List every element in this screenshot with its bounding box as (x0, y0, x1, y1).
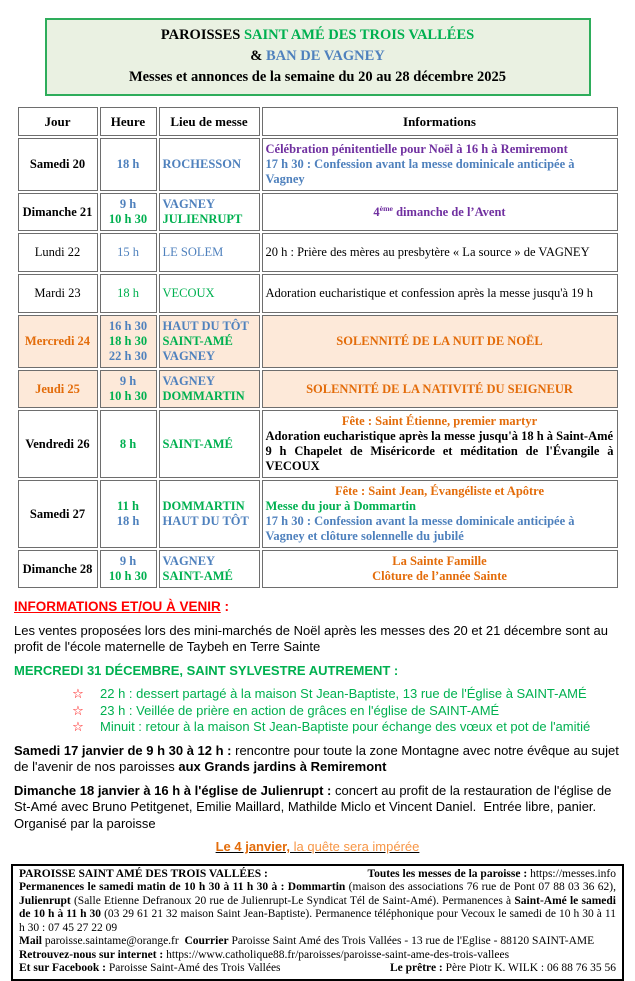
star-list-item (56, 686, 621, 703)
day-cell (18, 550, 98, 588)
footer-left (19, 868, 268, 882)
day-label: Mercredi 24 (24, 334, 91, 348)
place-line (163, 212, 256, 227)
footer-text: Courrier (184, 935, 229, 947)
place-cell (159, 274, 260, 313)
place-label: VAGNEY (162, 374, 216, 388)
info-text: ème (379, 203, 393, 213)
info-line (266, 382, 614, 397)
day-label: Vendredi 26 (25, 436, 90, 451)
footer-text: Julienrupt (19, 894, 71, 907)
time-label: 18 h (117, 286, 139, 300)
info-line (266, 334, 614, 349)
star-list-item (56, 703, 621, 720)
time-cell (100, 193, 157, 231)
time-cell (100, 233, 157, 272)
time-label: 11 h (117, 499, 139, 513)
place-cell (159, 370, 260, 408)
info-line (266, 429, 614, 444)
place-line (163, 569, 256, 584)
time-cell (100, 315, 157, 368)
paragraph-text: Dimanche 18 janvier à 16 h à l'église de Julienrupt : (14, 782, 332, 798)
place-line (163, 514, 256, 529)
time-line (104, 499, 153, 514)
footer-text: Toutes les messes de la paroisse : (367, 867, 528, 880)
star-list (14, 686, 621, 736)
quete-notice (216, 839, 420, 854)
info-text: Célébration pénitentielle pour Noël à 16 h à Remiremont (265, 142, 568, 156)
star-icon: ☆ (72, 686, 84, 701)
table-header-row (18, 107, 618, 136)
table-row (18, 410, 618, 478)
place-label: VAGNEY (162, 197, 216, 211)
info-text: Fête : Saint Jean, Évangéliste et Apôtre (334, 484, 545, 498)
place-line (163, 437, 256, 452)
announcement-paragraph (14, 783, 621, 833)
place-label: HAUT DU TÔT (162, 514, 249, 528)
footer-text: PAROISSE SAINT AMÉ DES TROIS VALLÉES : (19, 867, 268, 880)
table-row (18, 193, 618, 231)
paragraph-text: Les ventes proposées lors des mini-marchés de Noël après les messes des 20 et 21 décembre sont au profit de l'école maternelle de Taybeh en Terre Sainte (14, 622, 608, 654)
footer-text: Et sur Facebook : (19, 962, 106, 974)
time-line (104, 197, 153, 212)
place-label: JULIENRUPT (162, 212, 243, 226)
centered-notice (14, 839, 621, 856)
place-line (163, 389, 256, 404)
star-icon: ☆ (72, 702, 84, 718)
footer-left (19, 962, 281, 976)
place-label: SAINT-AMÉ (162, 334, 233, 348)
footer-split-line (19, 868, 616, 882)
place-line (163, 245, 256, 260)
paragraph-text: Samedi 17 janvier de 9 h 30 à 12 h : (14, 742, 232, 758)
day-label: Dimanche 21 (22, 204, 93, 219)
time-label: 10 h 30 (108, 212, 148, 226)
footer-text: Permanences le samedi matin de 10 h 30 à 11 h 30 à : Dommartin (19, 881, 346, 893)
footer-text: (03 29 61 21 32 maison Saint Jean-Baptiste). Permanence téléphonique pour Vecoux le samedi de 10 h 30 à 11 h 30 : 07 45 27 22 09 (19, 908, 616, 934)
star-item-text: Minuit : retour à la maison St Jean-Baptiste pour échange des vœux et pot de l'amitié (100, 719, 591, 734)
day-cell (18, 370, 98, 408)
header-box (45, 18, 591, 96)
info-line (266, 554, 614, 569)
footer-right (367, 868, 616, 882)
info-line (266, 142, 614, 157)
footer-paragraph (19, 935, 616, 949)
time-label: 9 h (119, 374, 137, 388)
info-cell (262, 370, 618, 408)
time-label: 18 h (116, 157, 140, 171)
time-label: 9 h (119, 554, 137, 568)
page-title-line2 (51, 46, 585, 67)
place-cell (159, 193, 260, 231)
title-ban-de-vagney: BAN DE VAGNEY (266, 48, 385, 64)
time-cell (100, 550, 157, 588)
table-row (18, 233, 618, 272)
place-cell (159, 315, 260, 368)
footer-text: Paroisse Saint-Amé des Trois Vallées (106, 962, 281, 974)
info-text: Adoration eucharistique et confession après la messe jusqu'à 19 h (265, 286, 594, 300)
table-row (18, 315, 618, 368)
place-cell (159, 233, 260, 272)
paragraph-text: rencontre pour toute la zone Montagne avec notre évêque au sujet de l'avenir de nos paroisses (14, 742, 619, 774)
place-line (163, 334, 256, 349)
place-label: HAUT DU TÔT (162, 319, 249, 333)
paragraph-text: concert au profit de la restauration de l'église de St-Amé avec Bruno Petitgenet, Emilie Maillard, Mathilde Miclo et Vincent Daniel. Entrée libre, panier. Organisé par la paroisse (14, 782, 612, 831)
announcement-paragraph (14, 623, 621, 656)
info-line (266, 444, 614, 474)
place-label: DOMMARTIN (162, 389, 245, 403)
footer-right (390, 962, 616, 976)
time-line (104, 514, 153, 529)
place-label: VAGNEY (162, 554, 216, 568)
star-item-text: 22 h : dessert partagé à la maison St Jean-Baptiste, 13 rue de l'Église à SAINT-AMÉ (100, 686, 587, 701)
info-line (266, 569, 614, 584)
footer-text: Le prêtre : (389, 962, 443, 974)
announcement-blocks (14, 623, 621, 856)
star-list-item (56, 719, 621, 736)
time-label: 22 h 30 (108, 349, 148, 363)
time-cell (100, 410, 157, 478)
info-line (266, 157, 614, 187)
table-row (18, 370, 618, 408)
info-text: 4 (373, 204, 380, 219)
time-label: 16 h 30 (108, 319, 148, 333)
footer-text: (Salle Etienne Defranoux 20 rue de Julienrupt-Le Syndicat Tél de Saint-Amé). Permanences à (70, 894, 515, 907)
time-label: 9 h (119, 197, 137, 211)
place-label: VAGNEY (162, 349, 216, 363)
table-row (18, 480, 618, 548)
footer-text: https://messes.info (527, 867, 616, 880)
day-label: Jeudi 25 (35, 381, 80, 396)
footer-split-line (19, 962, 616, 976)
title-paroisses: PAROISSES (160, 27, 244, 43)
place-line (163, 349, 256, 364)
info-text: 9 h Chapelet de Miséricorde et méditation de l'Évangile à VECOUX (265, 444, 614, 473)
title-saint-ame: SAINT AMÉ DES TROIS VALLÉES (243, 27, 475, 43)
column-header: Jour (18, 107, 98, 136)
info-text: 17 h 30 : Confession avant la messe dominicale anticipée à Vagney (265, 157, 575, 186)
info-line (266, 499, 614, 514)
time-line (104, 349, 153, 364)
info-cell (262, 193, 618, 231)
day-label: Samedi 27 (29, 506, 86, 521)
day-cell (18, 274, 98, 313)
info-text: SOLENNITÉ DE LA NATIVITÉ DU SEIGNEUR (306, 381, 573, 396)
info-cell (262, 315, 618, 368)
table-header-row-tr (18, 107, 618, 136)
star-icon: ☆ (72, 719, 84, 734)
info-cell (262, 410, 618, 478)
info-heading-text: INFORMATIONS ET/OU À VENIR (14, 599, 221, 614)
place-line (163, 286, 256, 301)
place-line (163, 319, 256, 334)
day-cell (18, 233, 98, 272)
place-label: SAINT-AMÉ (162, 569, 233, 583)
table-row (18, 138, 618, 191)
info-text: 20 h : Prière des mères au presbytère « La source » de VAGNEY (265, 245, 590, 259)
place-label: LE SOLEM (162, 245, 224, 259)
info-text: Messe du jour à Dommartin (265, 499, 416, 513)
time-label: 18 h 30 (108, 334, 148, 348)
info-cell (262, 274, 618, 313)
table-row (18, 274, 618, 313)
footer-text: Père Piotr K. WILK : 06 88 76 35 56 (442, 962, 616, 974)
column-header: Lieu de messe (159, 107, 260, 136)
time-line (104, 319, 153, 334)
paragraph-text: MERCREDI 31 DÉCEMBRE, SAINT SYLVESTRE AUTREMENT : (14, 662, 399, 678)
page-subtitle: Messes et annonces de la semaine du 20 au 28 décembre 2025 (128, 69, 507, 85)
notice-text: la quête sera impérée (290, 839, 420, 854)
info-line (266, 514, 614, 544)
footer-text: Mail (19, 935, 42, 947)
time-label: 10 h 30 (108, 389, 148, 403)
time-label: 18 h (116, 514, 140, 528)
footer-paragraph (19, 949, 616, 963)
place-line (163, 499, 256, 514)
announcement-paragraph (14, 743, 621, 776)
info-text: Adoration eucharistique après la messe jusqu'à 18 h à Saint-Amé (265, 429, 614, 443)
place-label: SAINT-AMÉ (162, 436, 233, 451)
info-cell (262, 233, 618, 272)
star-item-text: 23 h : Veillée de prière en action de grâces en l'église de SAINT-AMÉ (100, 702, 500, 718)
time-line (104, 374, 153, 389)
announcements-section (14, 599, 621, 856)
info-line (266, 205, 614, 220)
announcement-paragraph (14, 663, 621, 680)
day-cell (18, 480, 98, 548)
place-label: DOMMARTIN (162, 499, 245, 513)
footer-text: https://www.catholique88.fr/paroisses/paroisse-saint-ame-des-trois-vallees (163, 948, 510, 961)
page-title-line1 (51, 25, 585, 46)
info-cell (262, 550, 618, 588)
ampersand: & (250, 48, 266, 64)
time-line (104, 212, 153, 227)
info-cell (262, 480, 618, 548)
place-line (163, 374, 256, 389)
place-cell (159, 138, 260, 191)
place-label: VECOUX (162, 286, 215, 300)
day-label: Samedi 20 (29, 157, 86, 171)
info-text: Fête : Saint Étienne, premier martyr (341, 414, 538, 428)
footer-text: Retrouvez-nous sur internet : (19, 948, 164, 961)
day-cell (18, 138, 98, 191)
place-cell (159, 480, 260, 548)
info-line (266, 414, 614, 429)
place-line (163, 197, 256, 212)
place-line (163, 554, 256, 569)
time-label: 10 h 30 (108, 569, 148, 583)
info-text: Clôture de l’année Sainte (372, 569, 507, 583)
info-text: dimanche de l’Avent (392, 204, 506, 219)
paragraph-text: aux Grands jardins à Remiremont (178, 759, 387, 774)
day-label: Dimanche 28 (22, 561, 93, 576)
info-cell (262, 138, 618, 191)
info-line (266, 484, 614, 499)
footer-text: Paroisse Saint Amé des Trois Vallées - 13 rue de l'Eglise - 88120 SAINT-AME (228, 935, 595, 947)
time-label: 15 h (117, 245, 139, 259)
info-heading-colon: : (220, 599, 230, 614)
footer-text: (maison des associations 76 rue de Pont 07 88 03 36 62), (345, 881, 616, 893)
time-line (104, 569, 153, 584)
info-text: La Sainte Famille (392, 554, 487, 568)
info-heading (14, 599, 621, 616)
time-line (104, 437, 153, 452)
time-line (104, 389, 153, 404)
info-line (266, 245, 614, 260)
time-line (104, 157, 153, 172)
place-label: ROCHESSON (162, 157, 241, 171)
time-cell (100, 138, 157, 191)
time-line (104, 334, 153, 349)
day-label: Mardi 23 (34, 286, 81, 300)
footer-box (11, 864, 624, 981)
column-header: Informations (262, 107, 618, 136)
place-cell (159, 550, 260, 588)
column-header: Heure (100, 107, 157, 136)
day-cell (18, 193, 98, 231)
day-cell (18, 410, 98, 478)
place-cell (159, 410, 260, 478)
time-line (104, 554, 153, 569)
day-label: Lundi 22 (34, 245, 81, 259)
mass-schedule-table (16, 105, 620, 590)
notice-text: Le 4 janvier, (215, 839, 291, 854)
footer-paragraph (19, 881, 616, 935)
mass-table-body (18, 138, 618, 588)
footer-text: paroisse.saintame@orange.fr (42, 935, 185, 947)
time-line (104, 286, 153, 301)
time-cell (100, 480, 157, 548)
info-line (266, 286, 614, 301)
day-cell (18, 315, 98, 368)
time-cell (100, 370, 157, 408)
place-line (163, 157, 256, 172)
table-row (18, 550, 618, 588)
time-label: 8 h (119, 436, 137, 451)
info-text: SOLENNITÉ DE LA NUIT DE NOËL (336, 334, 543, 348)
info-text: 17 h 30 : Confession avant la messe dominicale anticipée à Vagney et clôture solennelle du jubilé (265, 514, 575, 543)
time-cell (100, 274, 157, 313)
time-line (104, 245, 153, 260)
footer-text: Saint-Amé le samedi de 10 h à 11 h 30 (19, 894, 616, 920)
